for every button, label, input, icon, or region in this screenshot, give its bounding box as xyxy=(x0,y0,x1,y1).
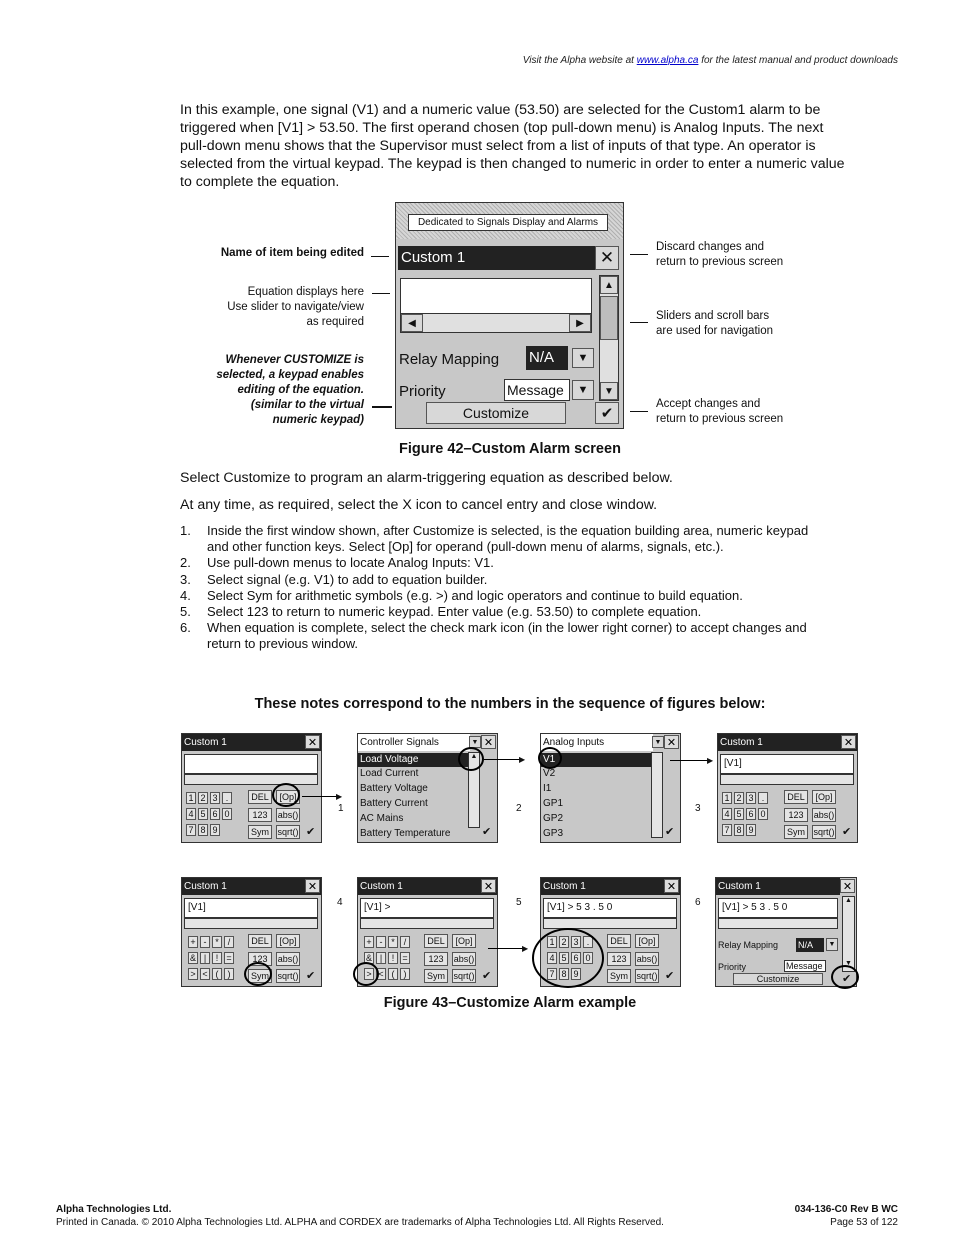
key[interactable]: 9 xyxy=(571,968,581,980)
numeric-mode-button[interactable]: 123 xyxy=(607,952,631,966)
sqrt-button[interactable]: sqrt() xyxy=(277,827,299,837)
relay-mapping-label: Relay Mapping xyxy=(718,940,779,950)
list-item[interactable]: Load Current xyxy=(360,768,419,779)
scroll-left-icon[interactable]: ◀ xyxy=(401,314,423,332)
key[interactable]: 0 xyxy=(222,808,232,820)
key[interactable]: 8 xyxy=(559,968,569,980)
thumb-title: Custom 1 xyxy=(541,878,680,895)
numeric-mode-button[interactable]: 123 xyxy=(248,808,272,822)
key[interactable]: ( xyxy=(388,968,398,980)
vertical-scrollbar[interactable] xyxy=(651,752,663,838)
op-button[interactable]: [Op] xyxy=(276,790,300,804)
label-accept: Accept changes and return to previous screen xyxy=(656,398,784,425)
key[interactable]: ! xyxy=(388,952,398,964)
dropdown-icon[interactable]: ▼ xyxy=(652,736,664,748)
priority-label: Priority xyxy=(718,962,747,972)
key[interactable]: / xyxy=(224,936,234,948)
scroll-up-icon[interactable]: ▲ xyxy=(600,276,618,294)
key[interactable]: 9 xyxy=(746,824,756,836)
leader-line xyxy=(372,293,390,294)
key[interactable]: 9 xyxy=(210,824,220,836)
cancel-note-text: At any time, as required, select the X icon to cancel entry and close window. xyxy=(180,497,658,513)
key[interactable]: | xyxy=(376,952,386,964)
del-button[interactable]: DEL xyxy=(607,934,631,948)
checkmark-icon[interactable]: ✔ xyxy=(306,826,316,838)
list-item[interactable]: I1 xyxy=(543,783,552,794)
thumb-title: Custom 1 xyxy=(182,734,321,751)
custom-alarm-screen xyxy=(395,202,624,429)
list-item[interactable]: Battery Current xyxy=(360,798,428,809)
horizontal-scrollbar[interactable] xyxy=(360,918,494,929)
leader-line xyxy=(630,322,648,323)
priority-value[interactable]: Message xyxy=(784,960,826,972)
key[interactable]: . xyxy=(758,792,768,804)
label-sliders: Sliders and scroll bars are used for navigation xyxy=(656,310,773,337)
op-button[interactable]: [Op] xyxy=(812,790,836,804)
item-name-field: Custom 1 xyxy=(398,246,595,270)
checkmark-icon[interactable]: ✔ xyxy=(665,970,675,982)
key[interactable]: 0 xyxy=(583,952,593,964)
scroll-down-icon[interactable]: ▼ xyxy=(600,382,618,400)
key[interactable]: + xyxy=(188,936,198,948)
key[interactable]: 4 xyxy=(722,808,732,820)
arrow-head-icon: ▶ xyxy=(336,792,343,801)
relay-mapping-value[interactable]: N/A xyxy=(526,346,568,370)
del-button[interactable]: DEL xyxy=(248,934,272,948)
footer-doc-number: 034-136-C0 Rev B WC xyxy=(794,1204,898,1215)
horizontal-scrollbar[interactable] xyxy=(184,774,318,785)
intro-paragraph: In this example, one signal (V1) and a numeric value (53.50) are selected for the Custom1 alarm to be triggered when [V1] > 53.50. The first operand chosen (top pull-down menu) is Analog Inputs. The next pull-down menu shows that the Supervisor must select from a list of inputs of that type. An operator is selected from the virtual keypad. The keypad is then changed to numeric in order to enter a numeric value to complete the equation. xyxy=(180,102,845,190)
arrow-line xyxy=(484,759,522,760)
list-item[interactable]: Battery Temperature xyxy=(360,828,451,838)
key[interactable]: 1 xyxy=(722,792,732,804)
horizontal-scrollbar[interactable] xyxy=(720,774,854,785)
figure-43-caption: Figure 43–Customize Alarm example xyxy=(383,995,637,1011)
key[interactable]: & xyxy=(189,953,196,963)
equation-display[interactable] xyxy=(400,278,592,314)
close-icon[interactable]: ✕ xyxy=(840,879,855,893)
thumb-title: Custom 1 xyxy=(716,878,840,895)
highlight-circle xyxy=(244,962,272,986)
key[interactable]: 6 xyxy=(571,952,581,964)
footer-legal: Printed in Canada. © 2010 Alpha Technologies Ltd. ALPHA and CORDEX are trademarks of Alpha Technologies Ltd. All Rights Reserved. xyxy=(56,1217,664,1228)
close-icon[interactable]: ✕ xyxy=(481,879,496,893)
close-icon[interactable]: ✕ xyxy=(305,735,320,749)
key[interactable]: 6 xyxy=(210,808,220,820)
close-icon: ✕ xyxy=(599,248,615,267)
steps-list xyxy=(180,523,820,653)
figure-42-caption: Figure 42–Custom Alarm screen xyxy=(399,441,621,457)
key[interactable]: - xyxy=(200,936,210,948)
step-number: 1 xyxy=(338,803,344,814)
list-item[interactable]: Battery Voltage xyxy=(360,783,428,794)
highlight-circle xyxy=(831,965,859,989)
thumb-step-1 xyxy=(181,733,322,843)
relay-dropdown-icon[interactable]: ▼ xyxy=(826,938,838,951)
abs-button[interactable]: abs() xyxy=(277,810,299,820)
key[interactable]: 5 xyxy=(559,952,569,964)
key[interactable]: 1 xyxy=(547,936,557,948)
key[interactable]: . xyxy=(583,936,593,948)
checkmark-icon: ✔ xyxy=(600,405,614,422)
key[interactable]: + xyxy=(364,936,374,948)
sqrt-button[interactable]: sqrt() xyxy=(636,971,658,981)
key[interactable]: < xyxy=(376,968,386,980)
checkmark-icon[interactable]: ✔ xyxy=(482,970,492,982)
checkmark-icon[interactable]: ✔ xyxy=(306,970,316,982)
step-number: 6 xyxy=(695,897,701,908)
sym-button[interactable]: Sym xyxy=(784,825,808,839)
arrow-line xyxy=(488,948,526,949)
key[interactable]: 0 xyxy=(758,808,768,820)
key[interactable]: 5 xyxy=(734,808,744,820)
equation-display[interactable]: [V1] > 5 3 . 5 0 xyxy=(543,898,677,918)
close-icon[interactable]: ✕ xyxy=(664,735,679,749)
priority-value[interactable]: Message xyxy=(504,379,570,401)
horizontal-scrollbar[interactable] xyxy=(718,918,838,929)
leader-line xyxy=(630,254,648,255)
accept-button[interactable] xyxy=(595,402,619,424)
key[interactable]: 5 xyxy=(198,808,208,820)
key[interactable]: & xyxy=(365,953,372,963)
abs-button[interactable]: abs() xyxy=(277,954,299,964)
list-item: 4. Select Sym for arithmetic symbols (e.g. >) and logic operators and continue to build equation. xyxy=(180,587,743,603)
list-item[interactable]: Load Voltage xyxy=(358,753,468,767)
key[interactable]: 2 xyxy=(734,792,744,804)
priority-dropdown-icon[interactable]: ▼ xyxy=(572,380,594,400)
list-title: Analog Inputs xyxy=(541,734,653,751)
step-number: 4 xyxy=(337,897,343,908)
notes-heading: These notes correspond to the numbers in the sequence of figures below: xyxy=(254,696,766,712)
equation-display[interactable]: [V1] > xyxy=(360,898,494,918)
list-item: 2. Use pull-down menus to locate Analog Inputs: V1. xyxy=(180,555,494,571)
list-item[interactable]: V1 xyxy=(541,753,651,767)
key[interactable]: = xyxy=(224,952,234,964)
leader-line xyxy=(630,411,648,412)
key[interactable]: 8 xyxy=(198,824,208,836)
highlight-circle xyxy=(532,928,604,988)
checkmark-icon[interactable]: ✔ xyxy=(665,826,675,838)
vertical-scrollbar[interactable] xyxy=(842,896,855,972)
key[interactable]: 4 xyxy=(186,808,196,820)
close-icon[interactable]: ✕ xyxy=(305,879,320,893)
customize-button[interactable]: Customize xyxy=(733,973,823,985)
checkmark-icon[interactable]: ✔ xyxy=(842,826,852,838)
priority-label: Priority xyxy=(399,383,446,400)
key[interactable]: * xyxy=(212,936,222,948)
arrow-line xyxy=(302,796,340,797)
key[interactable]: 6 xyxy=(746,808,756,820)
key[interactable]: . xyxy=(222,792,232,804)
sym-button[interactable]: Sym xyxy=(424,969,448,983)
arrow-head-icon: ▶ xyxy=(522,944,529,953)
numeric-mode-button[interactable]: 123 xyxy=(784,808,808,822)
horizontal-scrollbar[interactable] xyxy=(400,313,592,333)
list-item[interactable]: GP1 xyxy=(543,798,564,809)
sym-button[interactable]: Sym xyxy=(248,825,272,839)
scroll-up-icon[interactable]: ▲ xyxy=(845,897,852,904)
dropdown-icon[interactable]: ▼ xyxy=(469,736,481,748)
numeric-mode-button[interactable]: 123 xyxy=(424,952,448,966)
list-item: 5. Select 123 to return to numeric keypad. Enter value (e.g. 53.50) to complete equation. xyxy=(180,604,702,620)
footer-company: Alpha Technologies Ltd. xyxy=(56,1204,172,1215)
key[interactable]: * xyxy=(388,936,398,948)
key[interactable]: | xyxy=(200,952,210,964)
arrow-head-icon: ▶ xyxy=(707,756,714,765)
key[interactable]: 7 xyxy=(186,824,196,836)
list-item: 6. When equation is complete, select the check mark icon (in the lower right corner) to accept changes and return to previous window. xyxy=(180,620,807,652)
key[interactable]: ! xyxy=(212,952,222,964)
op-button[interactable]: [Op] xyxy=(276,934,300,948)
key[interactable]: 4 xyxy=(547,952,557,964)
key[interactable]: 2 xyxy=(198,792,208,804)
step-number: 3 xyxy=(695,803,701,814)
equation-display[interactable]: [V1] > 5 3 . 5 0 xyxy=(718,898,838,918)
list-item[interactable]: GP3 xyxy=(543,828,564,838)
footer-page-number: Page 53 of 122 xyxy=(830,1217,898,1228)
key[interactable]: 3 xyxy=(746,792,756,804)
sqrt-button[interactable]: sqrt() xyxy=(277,971,299,981)
thumb-step-4 xyxy=(717,733,858,843)
numeric-mode-button[interactable]: 123 xyxy=(248,952,272,966)
scroll-down-icon[interactable]: ▼ xyxy=(845,960,852,967)
abs-button[interactable]: abs() xyxy=(813,810,835,820)
thumb-step-3 xyxy=(540,733,681,843)
relay-mapping-label: Relay Mapping xyxy=(399,351,500,368)
list-item: 3. Select signal (e.g. V1) to add to equation builder. xyxy=(180,571,488,587)
key[interactable]: = xyxy=(400,952,410,964)
label-discard: Discard changes and return to previous screen xyxy=(656,241,784,268)
key[interactable]: 8 xyxy=(734,824,744,836)
del-button[interactable]: DEL xyxy=(248,790,272,804)
thumb-title: Custom 1 xyxy=(358,878,497,895)
highlight-circle xyxy=(458,747,484,771)
screen-top-title: Dedicated to Signals Display and Alarms xyxy=(408,214,608,231)
key[interactable]: 1 xyxy=(186,792,196,804)
scroll-up-icon[interactable]: ▲ xyxy=(470,753,478,760)
key[interactable]: > xyxy=(364,968,374,980)
list-title: Controller Signals xyxy=(358,734,470,751)
del-button[interactable]: DEL xyxy=(424,934,448,948)
op-button[interactable]: [Op] xyxy=(452,934,476,948)
key[interactable]: 3 xyxy=(210,792,220,804)
close-button[interactable] xyxy=(595,246,619,270)
checkmark-icon[interactable]: ✔ xyxy=(842,973,852,985)
close-icon[interactable]: ✕ xyxy=(481,735,496,749)
highlight-circle xyxy=(353,962,379,986)
sym-button[interactable]: Sym xyxy=(607,969,631,983)
scroll-right-icon[interactable]: ▶ xyxy=(569,314,591,332)
sym-button[interactable]: Sym xyxy=(248,969,272,983)
arrow-line xyxy=(670,760,710,761)
key[interactable]: 2 xyxy=(559,936,569,948)
thumb-title: Custom 1 xyxy=(182,878,321,895)
list-item[interactable]: GP2 xyxy=(543,813,564,824)
close-icon[interactable]: ✕ xyxy=(664,879,679,893)
highlight-circle xyxy=(272,783,300,807)
key[interactable]: < xyxy=(200,968,210,980)
label-item-name: Name of item being edited xyxy=(220,247,364,259)
list-item[interactable]: AC Mains xyxy=(360,813,404,824)
relay-dropdown-icon[interactable]: ▼ xyxy=(572,348,594,368)
abs-button[interactable]: abs() xyxy=(453,954,475,964)
equation-display[interactable]: [V1] xyxy=(184,898,318,918)
key[interactable]: 3 xyxy=(571,936,581,948)
key[interactable]: > xyxy=(188,968,198,980)
checkmark-icon[interactable]: ✔ xyxy=(482,826,492,838)
leader-line xyxy=(372,406,392,408)
key[interactable]: ( xyxy=(212,968,222,980)
key[interactable]: - xyxy=(376,936,386,948)
label-equation: Equation displays here Use slider to navigate/view as required xyxy=(227,286,364,328)
horizontal-scrollbar[interactable] xyxy=(184,918,318,929)
label-keypad: Whenever CUSTOMIZE is selected, a keypad enables editing of the equation. (similar to the virtual numeric keypad) xyxy=(216,354,364,426)
scroll-thumb[interactable] xyxy=(600,296,618,340)
alpha-website-link[interactable]: www.alpha.ca xyxy=(636,55,699,66)
vertical-scrollbar[interactable] xyxy=(599,275,619,401)
signal-list xyxy=(358,752,468,842)
page-header: Visit the Alpha website at www.alpha.ca for the latest manual and product downloads xyxy=(522,55,898,66)
leader-line xyxy=(371,256,389,257)
list-item: 1. Inside the first window shown, after Customize is selected, is the equation building area, numeric keypad and other function keys. Select [Op] for operand (pull-down menu of alarms, signals, etc.). xyxy=(180,523,809,555)
sqrt-button[interactable]: sqrt() xyxy=(453,971,475,981)
select-customize-text: Select Customize to program an alarm-triggering equation as described below. xyxy=(180,470,673,486)
close-icon[interactable]: ✕ xyxy=(841,735,856,749)
key[interactable]: 7 xyxy=(722,824,732,836)
del-button[interactable]: DEL xyxy=(784,790,808,804)
step-number: 2 xyxy=(516,803,522,814)
step-number: 5 xyxy=(516,897,522,908)
key[interactable]: / xyxy=(400,936,410,948)
list-item[interactable]: V2 xyxy=(543,768,556,779)
arrow-head-icon: ▶ xyxy=(519,755,526,764)
key[interactable]: 7 xyxy=(547,968,557,980)
relay-mapping-value[interactable]: N/A xyxy=(796,938,824,952)
key[interactable]: ) xyxy=(224,968,234,980)
equation-display[interactable]: [V1] xyxy=(720,754,854,774)
op-button[interactable]: [Op] xyxy=(635,934,659,948)
thumb-title: Custom 1 xyxy=(718,734,857,751)
customize-button[interactable]: Customize xyxy=(426,402,566,424)
sqrt-button[interactable]: sqrt() xyxy=(813,827,835,837)
equation-display[interactable] xyxy=(184,754,318,774)
highlight-circle xyxy=(538,747,562,769)
key[interactable]: ) xyxy=(400,968,410,980)
abs-button[interactable]: abs() xyxy=(636,954,658,964)
